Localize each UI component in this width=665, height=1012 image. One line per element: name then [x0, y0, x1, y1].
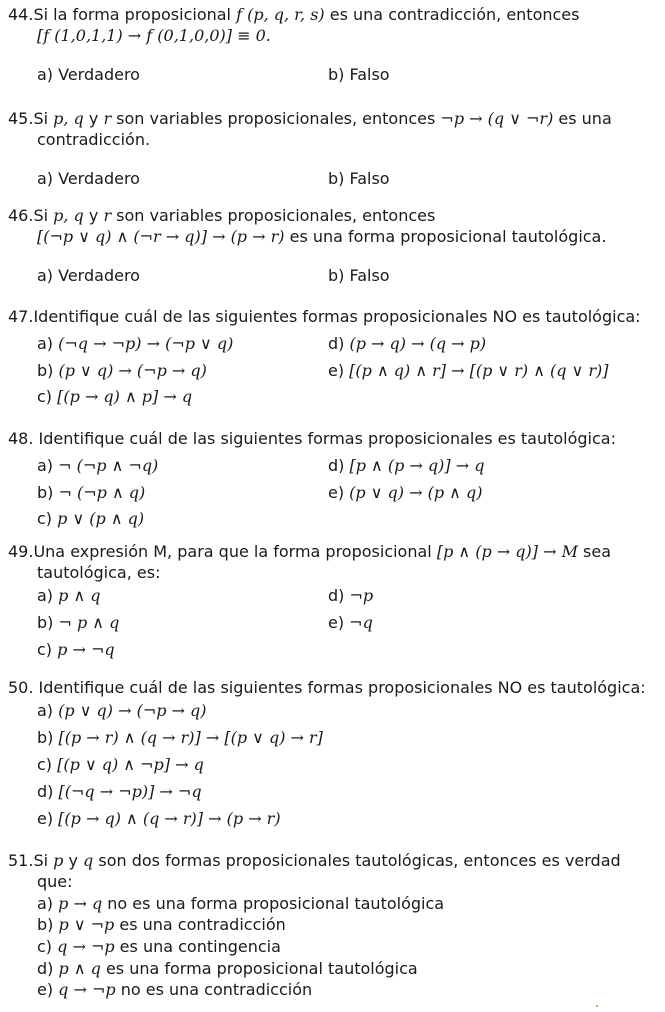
question-44-statement: 44.Si la forma proposicional f (p, q, r, s) es una contradicción, entonces [8, 5, 580, 24]
option-b[interactable]: b) Falso [328, 169, 390, 188]
question-49-statement: 49.Una expresión M, para que la forma proposicional [p ∧ (p → q)] → M sea [8, 542, 612, 561]
option-e[interactable]: e) q → ¬p no es una contradicción [37, 980, 313, 999]
question-number: 51. [8, 851, 34, 870]
question-number: 44. [8, 5, 34, 24]
question-number: 46. [8, 206, 34, 225]
question-44-formula: [f (1,0,1,1) → f (0,1,0,0)] ≡ 0. [37, 26, 271, 45]
question-number: 49. [8, 542, 34, 561]
option-d[interactable]: d) ¬p [328, 586, 374, 605]
question-50-statement: 50. Identifique cuál de las siguientes formas proposicionales NO es tautológica: [8, 678, 646, 697]
question-51: 51.Si p y q son dos formas proposicionales tautológicas, entonces es verdad que: a) p → q no es una forma proposicional tautológica b) p ∨ ¬p es una contradicción c) q → ¬p es una contingencia d) p ∧ q es una forma proposicional tautológica e) q → ¬p no es una contradicción [8, 850, 653, 1002]
question-number: 47. [8, 307, 34, 326]
option-b[interactable]: b) ¬ p ∧ q [37, 613, 120, 632]
option-a[interactable]: a) Verdadero [37, 169, 140, 188]
option-d[interactable]: d) (p → q) → (q → p) [328, 334, 487, 353]
question-46: 46.Si p, q y r son variables proposicionales, entonces [(¬p ∨ q) ∧ (¬r → q)] → (p → r) es una forma proposicional tautológica. a) Verdadero b) Falso [8, 205, 653, 287]
option-c[interactable]: c) [(p ∨ q) ∧ ¬p] → q [37, 755, 204, 774]
scan-speck [596, 1005, 598, 1007]
question-46-statement: 46.Si p, q y r son variables proposicionales, entonces [8, 206, 436, 225]
option-b[interactable]: b) p ∨ ¬p es una contradicción [37, 915, 286, 934]
option-b[interactable]: b) Falso [328, 65, 390, 84]
option-c[interactable]: c) p → ¬q [37, 640, 115, 659]
question-47-statement: 47.Identifique cuál de las siguientes formas proposicionales NO es tautológica: [8, 307, 641, 326]
option-e[interactable]: e) [(p → q) ∧ (q → r)] → (p → r) [37, 809, 281, 828]
question-50 [8, 677, 653, 838]
option-d[interactable]: d) [(¬q → ¬p)] → ¬q [37, 782, 202, 801]
question-48-statement: 48. Identifique cuál de las siguientes formas proposicionales es tautológica: [8, 429, 616, 448]
option-a[interactable]: a) (p ∨ q) → (¬p → q) [37, 701, 207, 720]
question-number: 48. [8, 429, 34, 448]
option-a[interactable]: a) p ∧ q [37, 586, 101, 605]
question-48 [8, 428, 653, 529]
question-45-statement: 45.Si p, q y r son variables proposicionales, entonces ¬p → (q ∨ ¬r) es una [8, 109, 612, 128]
option-d[interactable]: d) p ∧ q es una forma proposicional tautológica [37, 959, 418, 978]
option-c[interactable]: c) q → ¬p es una contingencia [37, 937, 281, 956]
question-47 [8, 306, 653, 407]
option-a[interactable]: a) ¬ (¬p ∧ ¬q) [37, 456, 159, 475]
question-51-statement: 51.Si p y q son dos formas proposicionales tautológicas, entonces es verdad [8, 851, 621, 870]
option-c[interactable]: c) p ∨ (p ∧ q) [37, 509, 145, 528]
option-a[interactable]: a) (¬q → ¬p) → (¬p ∨ q) [37, 334, 234, 353]
option-a[interactable]: a) Verdadero [37, 65, 140, 84]
option-a[interactable]: a) p → q no es una forma proposicional tautológica [37, 894, 445, 913]
option-b[interactable]: b) [(p → r) ∧ (q → r)] → [(p ∨ q) → r] [37, 728, 323, 747]
option-e[interactable]: e) ¬q [328, 613, 373, 632]
question-44 [8, 4, 653, 86]
option-b[interactable]: b) ¬ (¬p ∧ q) [37, 483, 146, 502]
question-number: 45. [8, 109, 34, 128]
option-b[interactable]: b) Falso [328, 266, 390, 285]
option-e[interactable]: e) (p ∨ q) → (p ∧ q) [328, 483, 483, 502]
option-b[interactable]: b) (p ∨ q) → (¬p → q) [37, 361, 207, 380]
option-e[interactable]: e) [(p ∧ q) ∧ r] → [(p ∨ r) ∧ (q ∨ r)] [328, 361, 609, 380]
question-49: 49.Una expresión M, para que la forma proposicional [p ∧ (p → q)] → M sea tautológica, es: a) p ∧ q d) ¬p b) ¬ p ∧ q e) ¬q c) p → ¬q [8, 541, 653, 663]
option-d[interactable]: d) [p ∧ (p → q)] → q [328, 456, 485, 475]
question-45: 45.Si p, q y r son variables proposicionales, entonces ¬p → (q ∨ ¬r) es una contradicción. a) Verdadero b) Falso [8, 108, 653, 190]
option-a[interactable]: a) Verdadero [37, 266, 140, 285]
question-number: 50. [8, 678, 34, 697]
option-c[interactable]: c) [(p → q) ∧ p] → q [37, 387, 193, 406]
